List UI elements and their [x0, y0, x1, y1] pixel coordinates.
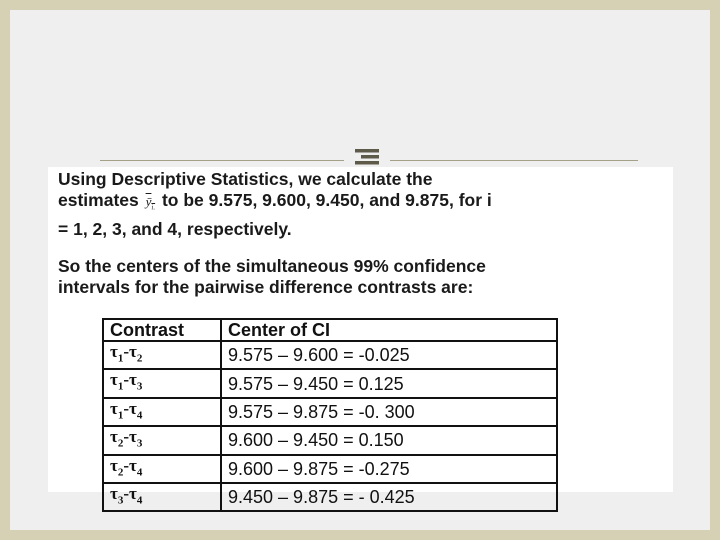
center-cell: 9.450 – 9.875 = - 0.425: [221, 483, 557, 511]
tau-symbol: τ: [110, 370, 118, 390]
ybar-letter: ȳ: [145, 194, 152, 209]
tau-symbol: τ: [129, 370, 137, 390]
tau-subscript: 1: [117, 380, 124, 393]
estimates-line-1: Using Descriptive Statistics, we calculate the: [58, 169, 433, 189]
table-row: [103, 398, 557, 426]
center-cell: 9.600 – 9.875 = -0.275: [221, 455, 557, 483]
centers-line-2: intervals for the pairwise difference contrasts are:: [58, 277, 474, 297]
ybar-subscript: i.: [151, 203, 156, 212]
tau-subscript: 4: [136, 494, 143, 507]
table-row: [103, 369, 557, 397]
tau-symbol: τ: [110, 342, 118, 361]
tau-symbol: τ: [129, 483, 137, 503]
tau-symbol: τ: [110, 427, 118, 447]
tau-subscript: 2: [117, 465, 124, 478]
table-header-row: [103, 319, 557, 341]
contrast-cell: $\tau_1-\tau_3$: [103, 369, 221, 397]
tau-subscript: 2: [136, 352, 143, 365]
tau-subscript: 3: [136, 437, 143, 450]
tau-subscript: 1: [117, 352, 124, 365]
center-cell: 9.575 – 9.875 = -0. 300: [221, 398, 557, 426]
title-divider-right: [390, 160, 638, 161]
table-row: [103, 341, 557, 369]
tau-subscript: 2: [117, 437, 124, 450]
centers-line-1: So the centers of the simultaneous 99% confidence: [58, 256, 486, 276]
contrast-cell: $\tau_1-\tau_2$: [103, 341, 221, 369]
tau-subscript: 4: [136, 465, 143, 478]
contrast-cell: $\tau_2-\tau_3$: [103, 426, 221, 454]
center-cell: 9.575 – 9.600 = -0.025: [221, 341, 557, 369]
table-row: [103, 426, 557, 454]
contrast-cell: $\tau_1-\tau_4$: [103, 398, 221, 426]
center-cell: 9.600 – 9.450 = 0.150: [221, 426, 557, 454]
tau-symbol: τ: [110, 455, 118, 475]
tau-subscript: 1: [117, 409, 124, 422]
header-contrast: Contrast: [103, 319, 221, 341]
tau-subscript: 3: [117, 494, 124, 507]
title-divider-left: [100, 160, 344, 161]
table-row: [103, 455, 557, 483]
tau-symbol: τ: [110, 398, 118, 418]
contrast-cell: $\tau_2-\tau_4$: [103, 455, 221, 483]
content-image: [48, 167, 673, 508]
tau-symbol: τ: [129, 398, 137, 418]
tau-subscript: 3: [136, 380, 143, 393]
contrast-cell: $\tau_3-\tau_4$: [103, 483, 221, 511]
estimates-line-3: = 1, 2, 3, and 4, respectively.: [58, 218, 292, 239]
tau-subscript: 4: [136, 409, 143, 422]
tau-symbol: τ: [110, 483, 118, 503]
ybar-symbol: [146, 191, 155, 219]
estimates-paragraph: [58, 169, 492, 240]
tau-symbol: τ: [129, 427, 137, 447]
tau-symbol: τ: [129, 342, 137, 361]
center-cell: 9.575 – 9.450 = 0.125: [221, 369, 557, 397]
tau-symbol: τ: [129, 455, 137, 475]
estimates-line-2: to be 9.575, 9.600, 9.450, and 9.875, for i: [161, 190, 492, 210]
header-center-of-ci: Center of CI: [221, 319, 557, 341]
centers-paragraph: [58, 256, 486, 298]
contrast-table: [102, 318, 558, 512]
table-row: [103, 483, 557, 511]
estimates-word: estimates: [58, 190, 139, 210]
